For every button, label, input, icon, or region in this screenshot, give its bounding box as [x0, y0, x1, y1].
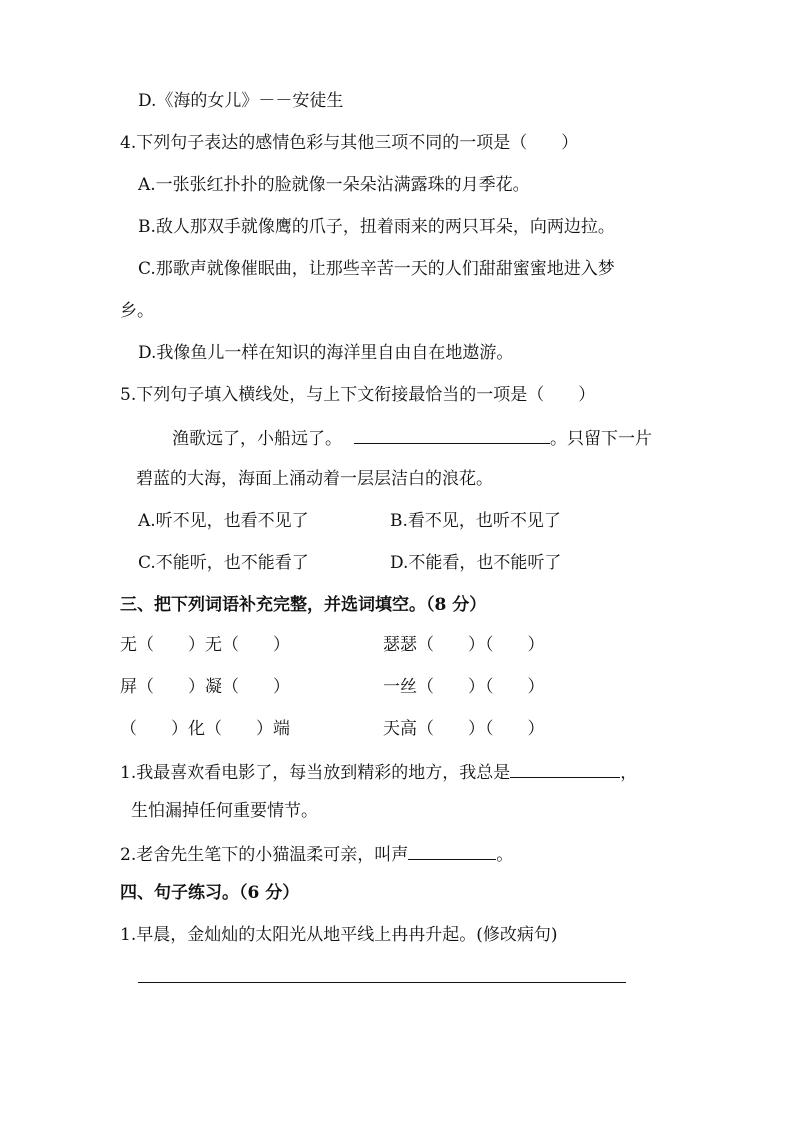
q5-passage-post: 。只留下一片 [550, 429, 652, 449]
word-fill-2[interactable]: 瑟瑟（ ）（ ） [383, 635, 545, 655]
q4-stem: 4.下列句子表达的感情色彩与其他三项不同的一项是（ ） [120, 133, 579, 153]
s3-sentence-1-blank[interactable] [510, 759, 620, 778]
q4-option-a: A.一张张红扑扑的脸就像一朵朵沾满露珠的月季花。 [138, 175, 530, 195]
s4-answer-line[interactable] [138, 982, 626, 983]
q5-passage-line2: 碧蓝的大海，海面上涌动着一层层洁白的浪花。 [136, 469, 493, 489]
word-fill-4[interactable]: 一丝（ ）（ ） [383, 677, 545, 697]
s3-sentence-2-blank[interactable] [408, 841, 496, 860]
q5-option-d: D.不能看，也不能听了 [390, 553, 562, 573]
section4-title: 四、句子练习。（6 分） [120, 883, 300, 903]
q3-option-d: D.《海的女儿》－－安徒生 [138, 91, 344, 111]
s3-sentence-1-pre: 1.我最喜欢看电影了，每当放到精彩的地方，我总是 [120, 763, 511, 783]
q4-option-c: C.那歌声就像催眠曲，让那些辛苦一天的人们甜甜蜜蜜地进入梦 [138, 259, 615, 279]
q5-option-a: A.听不见，也看不见了 [138, 511, 309, 531]
word-fill-3[interactable]: 屏（ ）凝（ ） [120, 677, 290, 697]
word-fill-6[interactable]: 天高（ ）（ ） [383, 719, 545, 739]
q5-option-c: C.不能听，也不能看了 [138, 553, 309, 573]
s3-sentence-2-post: 。 [496, 845, 514, 865]
q5-stem: 5.下列句子填入横线处，与上下文衔接最恰当的一项是（ ） [120, 385, 596, 405]
q4-option-b: B.敌人那双手就像鹰的爪子，扭着雨来的两只耳朵，向两边拉。 [138, 217, 615, 237]
q4-option-c-cont: 乡。 [120, 301, 154, 321]
s3-sentence-2-pre: 2.老舍先生笔下的小猫温柔可亲，叫声 [120, 845, 409, 865]
q4-option-d: D.我像鱼儿一样在知识的海洋里自由自在地遨游。 [138, 343, 514, 363]
word-fill-1[interactable]: 无（ ）无（ ） [120, 635, 290, 655]
q5-answer-blank[interactable] [354, 425, 550, 444]
s3-sentence-2 [120, 841, 513, 867]
s3-sentence-1-cont: 生怕漏掉任何重要情节。 [131, 801, 318, 821]
word-fill-5[interactable]: （ ）化（ ）端 [120, 719, 290, 739]
q5-passage-pre: 渔歌远了，小船远了。 [172, 429, 342, 449]
section3-title: 三、把下列词语补充完整，并选词填空。（8 分） [120, 595, 487, 615]
q5-option-b: B.看不见，也听不见了 [390, 511, 561, 531]
s3-sentence-1-post: ， [620, 763, 638, 783]
s4-sentence-1: 1.早晨，金灿灿的太阳光从地平线上冉冉升起。(修改病句) [120, 925, 558, 945]
q5-passage-line1 [172, 425, 652, 451]
s3-sentence-1 [120, 759, 637, 785]
